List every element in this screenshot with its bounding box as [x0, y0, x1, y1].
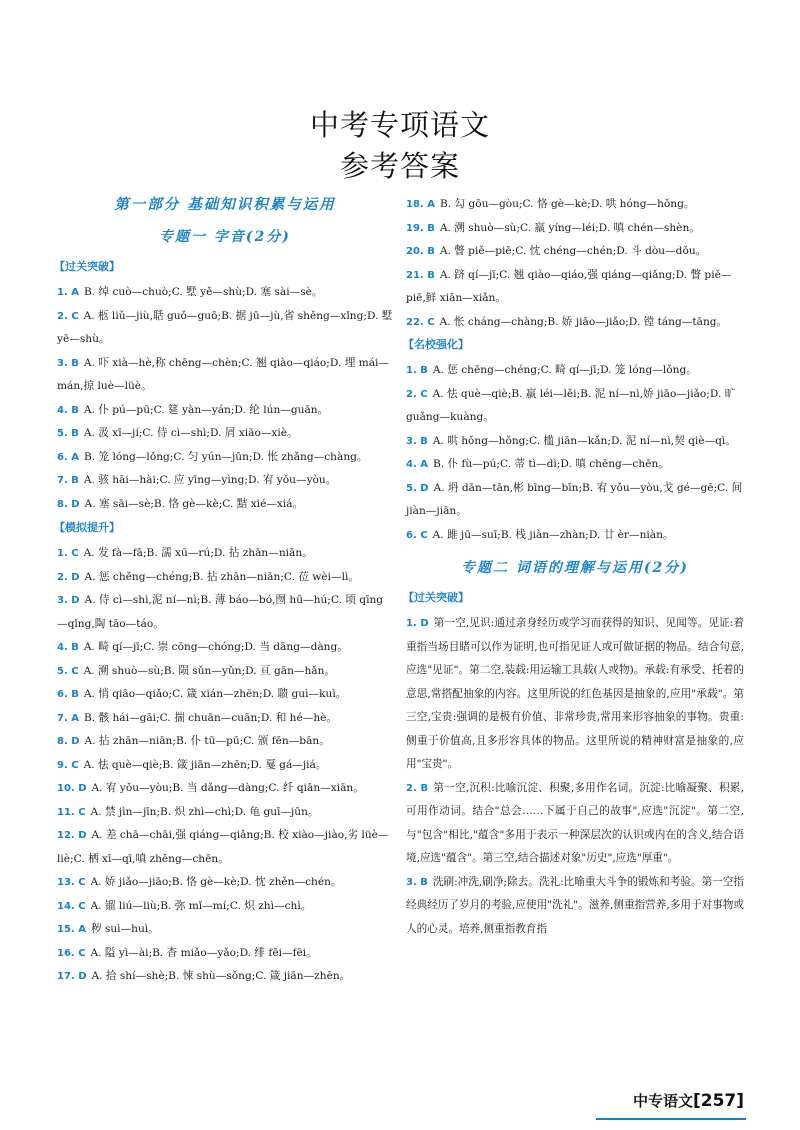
answer-item: [406, 777, 744, 871]
answer-text: A. 雎 jū—suī;B. 栈 jiàn—zhàn;D. 廿 èr—niàn。: [432, 528, 674, 541]
page-number: [257]: [692, 1091, 744, 1111]
answer-number: 5. C: [57, 665, 79, 677]
answer-text: 第一空,沉积:比喻沉淀、积聚,多用作名词。沉淀:比喻凝聚、积累,可用作动词。结合"总会……下属于自己的故事",应选"沉淀"。第二空,与"包含"相比,"蕴含"多用于表示一种深层次的认识或内在的含义,结合语境,应选"蕴含"。第三空,结合描述对象"历史",应选"厚重"。: [406, 781, 744, 864]
answer-item: [406, 240, 744, 264]
left-column: [54, 193, 393, 989]
answer-number: 6. A: [57, 451, 79, 463]
answer-text: A. 跻 qí—jī;C. 翘 qiào—qiáo,强 qiáng—qiǎng;D. 瞥 piě—piē,鲜 xiān—xiǎn。: [406, 268, 732, 304]
part-title: 第一部分 基础知识积累与运用: [114, 196, 336, 213]
answer-text: A. 禁 jìn—jīn;B. 炽 zhì—chì;D. 龟 guī—jūn。: [90, 805, 319, 818]
answer-text: A. 怯 què—qiè;B. 箴 jiān—zhēn;D. 戛 gá—jiá。: [83, 758, 327, 771]
answer-number: 3. B: [406, 435, 428, 447]
answer-number: 16. C: [57, 947, 86, 959]
answer-text: A. 溯 shuò—sù;C. 羸 yíng—léi;D. 嗔 chén—shèn。: [439, 221, 700, 234]
page-subtitle: 参考答案: [339, 149, 460, 183]
answer-item: [57, 566, 393, 590]
answer-item: [57, 683, 393, 707]
answer-list-continued: [406, 193, 744, 334]
answer-item: [57, 636, 393, 660]
answer-item: [406, 359, 744, 383]
answer-item: [57, 754, 393, 778]
answer-text: A. 吓 xià—hè,称 chēng—chèn;C. 翘 qiào—qiáo;D. 埋 mái—mán,掠 luè—lüè。: [57, 356, 390, 392]
answer-item: [57, 493, 393, 517]
answer-number: 13. C: [57, 877, 86, 888]
answer-number: 6. B: [57, 689, 79, 700]
answer-text: A. 悄 qiāo—qiǎo;C. 箴 xián—zhēn;D. 聩 guì—kuì。: [83, 688, 347, 700]
answer-text: A. 隘 yì—ài;B. 杳 miǎo—yǎo;D. 绯 fēi—fēi。: [90, 946, 317, 959]
answer-item: [406, 264, 744, 311]
page-title: 中考专项语文: [309, 108, 490, 142]
answer-number: 5. D: [406, 482, 429, 494]
section-heading-mingxiao: 【名校强化】: [403, 338, 469, 351]
answer-item: [406, 193, 744, 217]
answer-item: [57, 542, 393, 566]
answer-text: 第一空,见识:通过亲身经历或学习而获得的知识、见闻等。见证:着重指当场目睹可以作为证明,也可指见证人或可做证据的物品。结合句意,应选"见证"。第二空,装载:用运输工具载(人或物)。承载:有承受、托着的意思,常搭配抽象的内容。这里所说的红色基因是抽象的,应用"承载"。第三空,宝贵:强调的是极有价值、非常珍贵,常用来形容抽象的事物。贵重:侧重于价值高,且多形容具体的物品。这里所说的精神财富是抽象的,应用"宝贵"。: [406, 617, 744, 770]
answer-text: 秽 suì—huì。: [90, 923, 159, 935]
answer-number: 7. A: [57, 712, 79, 724]
answer-text: A. 畸 qí—jī;C. 崇 cōng—chóng;D. 当 dāng—dàng。: [83, 641, 348, 653]
page-footer: [633, 1090, 744, 1111]
answer-text: A. 瞥 piě—piē;C. 忱 chéng—chén;D. 斗 dòu—dǒu。: [439, 245, 707, 257]
answer-number: 3. B: [57, 357, 79, 369]
answer-item: [406, 430, 744, 454]
answer-number: 15. A: [57, 924, 86, 935]
answer-item: [57, 824, 393, 871]
answer-number: 11. C: [57, 806, 86, 818]
answer-item: [406, 217, 744, 241]
answer-number: 19. B: [406, 222, 435, 234]
answer-item: [57, 707, 393, 731]
answer-text: A. 娇 jiǎo—jiāo;B. 恪 gè—kè;D. 忱 zhěn—chén。: [90, 876, 342, 888]
answer-number: 22. C: [406, 316, 435, 328]
right-column: [403, 193, 744, 941]
answer-item: [406, 477, 744, 524]
answer-item: [57, 777, 393, 801]
answer-number: 1. A: [57, 287, 79, 298]
answer-item: [57, 305, 393, 352]
answer-text: B. 仆 fù—pú;C. 蒂 tì—dì;D. 嗔 chēng—chēn。: [432, 458, 669, 470]
answer-text: A. 哄 hǒng—hǒng;C. 槛 jiān—kǎn;D. 泥 ní—nì,契 qiè—qì。: [432, 434, 736, 447]
answer-text: A. 拈 zhān—niān;B. 仆 tū—pū;C. 颁 fēn—bān。: [84, 735, 330, 747]
answer-number: 9. C: [57, 759, 79, 771]
answer-number: 3. B: [406, 876, 428, 888]
answer-number: 21. B: [406, 269, 435, 281]
answer-number: 18. A: [406, 199, 435, 210]
answer-text: A. 仆 pú—pū;C. 筵 yàn—yán;D. 纶 lún—guān。: [83, 403, 329, 416]
section-heading-moni: 【模拟提升】: [54, 521, 120, 534]
answer-text: A. 差 chā—chāi,强 qiáng—qiǎng;B. 校 xiào—jiào,劣 lüè—liè;C. 栖 xī—qī,嗔 zhěng—chēn。: [57, 829, 389, 865]
answer-text: B. 骸 hái—gāi;C. 揣 chuān—cuān;D. 和 hé—hè。: [83, 711, 338, 724]
answer-number: 14. C: [57, 900, 86, 912]
answer-number: 17. D: [57, 971, 87, 982]
answer-text: A. 发 fà—fā;B. 濡 xū—rú;D. 拈 zhān—niān。: [83, 547, 313, 559]
topic-title-2: 专题二 词语的理解与运用(2分): [461, 560, 689, 576]
answer-number: 2. C: [57, 310, 79, 322]
answer-item: [57, 918, 393, 942]
answer-item: [57, 399, 393, 423]
answer-text: A. 宥 yǒu—yòu;B. 当 dǎng—dàng;C. 纤 qiān—xiān。: [91, 782, 364, 794]
answer-number: 7. B: [57, 475, 79, 486]
answer-text: B. 笼 lóng—lǒng;C. 匀 yún—jūn;D. 怅 zhǎng—chàng。: [83, 450, 368, 463]
answer-text: A. 溯 shuò—sù;B. 陨 sǔn—yǔn;D. 亘 gān—hǎn。: [83, 664, 336, 677]
answer-text: A. 骇 hāi—hài;C. 应 yīng—yìng;D. 宥 yǒu—yòu。: [83, 474, 337, 486]
answer-number: 4. A: [406, 459, 428, 470]
answer-item: [57, 281, 393, 305]
answer-number: 2. B: [406, 782, 429, 794]
answer-item: [57, 352, 393, 399]
answer-text: A. 拾 shí—shè;B. 悚 shù—sǒng;C. 箴 jiān—zhēn。: [91, 970, 351, 982]
answer-item: [57, 965, 393, 989]
answer-number: 3. D: [57, 595, 80, 606]
answer-number: 4. B: [57, 642, 79, 653]
answer-item: [57, 942, 393, 966]
answer-item: [406, 871, 744, 942]
answer-number: 2. C: [406, 388, 428, 400]
answer-text: A. 怯 què—qiè;B. 羸 léi—lěi;B. 泥 ní—nì,娇 jiāo—jiǎo;D. 旷 guǎng—kuàng。: [406, 387, 736, 423]
answer-item: [57, 660, 393, 684]
answer-text: A. 塞 sāi—sè;B. 恪 gè—kè;C. 黠 xié—xiá。: [84, 497, 304, 510]
answer-text: A. 怅 cháng—chàng;B. 娇 jiāo—jiǎo;D. 镗 táng—tāng。: [439, 315, 728, 328]
topic-title-1: 专题一 字音(2分): [159, 229, 291, 245]
answer-number: 5. B: [57, 428, 79, 439]
answer-number: 6. C: [406, 529, 428, 541]
answer-list-moni: [57, 542, 393, 989]
answer-number: 1. C: [57, 548, 79, 559]
answer-item: [57, 589, 393, 636]
answer-text: A. 镏 liú—liù;B. 弥 mǐ—mí;C. 炽 zhì—chì。: [90, 899, 312, 912]
answer-number: 1. D: [406, 618, 429, 629]
answer-item: [57, 871, 393, 895]
footer-rule: [596, 1118, 746, 1120]
answer-item: [57, 469, 393, 493]
answer-item: [57, 422, 393, 446]
section-heading-guoguan-2: 【过关突破】: [403, 591, 469, 604]
answer-text: A. 柩 liǔ—jiù,聒 guǒ—guō;B. 据 jū—jù,省 shěng—xǐng;D. 墅 yē—shù。: [57, 309, 393, 345]
answer-item: [406, 311, 744, 335]
answer-number: 10. D: [57, 783, 87, 794]
footer-label: 中专语文: [632, 1092, 693, 1110]
answer-text: 洗刷:冲洗,刷净;除去。洗礼:比喻重大斗争的锻炼和考验。第一空指经典经历了岁月的考验,应使用"洗礼"。滋养,侧重指营养,多用于对事物或人的心灵。培养,侧重指教育指: [406, 875, 744, 935]
answer-text: A. 侍 cì—shì,泥 ní—nì;B. 薄 báo—bó,囫 hū—hú;C. 顷 qīng—qǐng,陶 tāo—táo。: [57, 594, 384, 630]
answer-list-guoguan: [57, 281, 393, 516]
answer-number: 1. B: [406, 365, 428, 376]
answer-list-mingxiao: [406, 359, 744, 547]
answer-text: A. 汲 xī—jí;C. 侍 cì—shì;D. 屑 xiāo—xiè。: [83, 427, 298, 439]
answer-item: [57, 446, 393, 470]
answer-number: 2. D: [57, 571, 80, 583]
answer-item: [406, 453, 744, 477]
answer-number: 20. B: [406, 246, 435, 257]
answer-item: [406, 612, 744, 777]
answer-text: A. 坍 dān—tān,彬 bīng—bīn;B. 宥 yǒu—yòu,戈 gé—gē;C. 间 jiàn—jiān。: [406, 481, 743, 517]
answer-text: B. 勾 gōu—gòu;C. 恪 gè—kè;D. 哄 hóng—hǒng。: [439, 198, 695, 210]
answer-item: [57, 730, 393, 754]
answer-item: [57, 895, 393, 919]
answer-list-topic2: [406, 612, 744, 941]
answer-item: [57, 801, 393, 825]
answer-text: B. 绰 cuò—chuò;C. 墅 yě—shù;D. 塞 sài—sè。: [83, 286, 323, 298]
answer-item: [406, 383, 744, 430]
answer-number: 4. B: [57, 404, 79, 416]
answer-text: A. 惩 chěng—chéng;B. 拈 zhān—niān;C. 莅 wèi—lì。: [84, 570, 359, 583]
answer-item: [406, 524, 744, 548]
section-heading-guoguan: 【过关突破】: [54, 260, 120, 273]
answer-text: A. 惩 chēng—chéng;C. 畸 qí—jī;D. 笼 lóng—lǒng。: [432, 364, 697, 376]
answer-number: 8. D: [57, 498, 80, 510]
answer-number: 8. D: [57, 736, 80, 747]
answer-number: 12. D: [57, 830, 87, 841]
